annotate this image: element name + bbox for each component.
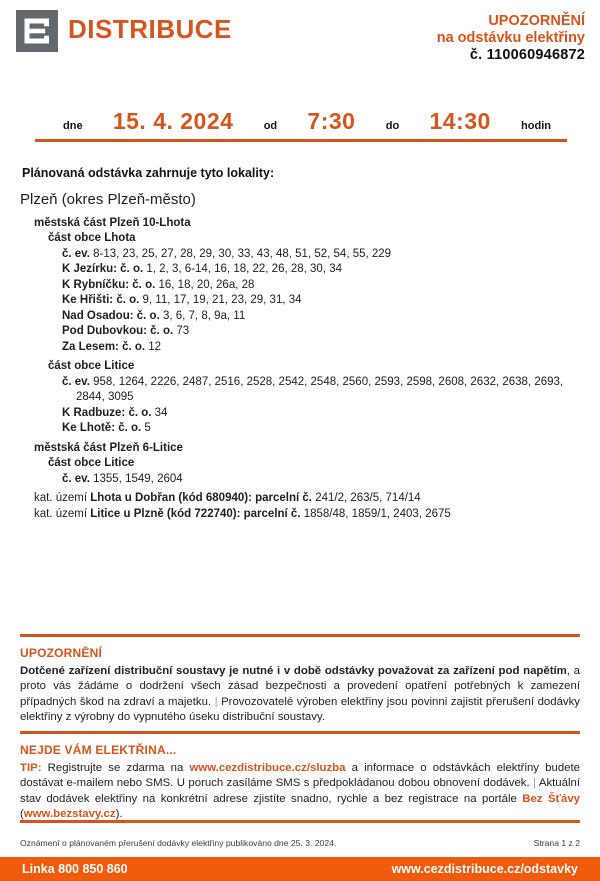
footer-row — [20, 838, 580, 848]
to-time: 14:30 — [429, 108, 491, 134]
locality-street: K Rybníčku: č. o. 16, 18, 20, 26a, 28 — [62, 278, 255, 291]
published-note: Oznámení o plánovaném přerušení dodávky elektřiny publikováno dne 25. 3. 2024. — [20, 838, 337, 848]
locality-street: Ke Lhotě: č. o. 5 — [62, 422, 151, 434]
locality-street: Za Lesem: č. o. 12 — [62, 340, 162, 353]
localities-heading: Plánovaná odstávka zahrnuje tyto lokality: — [22, 166, 275, 180]
from-label: od — [263, 120, 278, 132]
outages-url-link[interactable]: www.cezdistribuce.cz/odstavky — [391, 862, 578, 876]
locality-cadastre: kat. území Lhota u Dobřan (kód 680940): parcelní č. 241/2, 263/5, 714/14 — [34, 492, 421, 504]
locality-cadastre: kat. území Litice u Plzně (kód 722740): parcelní č. 1858/48, 1859/1, 2403, 2675 — [34, 507, 451, 520]
page-indicator: Strana 1 z 2 — [533, 838, 580, 848]
locality-street: č. ev. 1355, 1549, 2604 — [62, 472, 183, 485]
pipe-separator: | — [214, 695, 218, 708]
cezdistribuce-sluzba-link[interactable]: www.cezdistribuce.cz/sluzba — [189, 762, 346, 774]
locality-district: městská část Plzeň 10-Lhota — [34, 216, 191, 229]
date-label: dne — [63, 120, 83, 132]
cez-logo-icon — [16, 10, 58, 52]
locality-street: K Jezírku: č. o. 1, 2, 3, 6-14, 16, 18, 22, 26, 28, 30, 34 — [62, 263, 343, 275]
warning-top-divider — [20, 634, 580, 637]
notice-block — [437, 10, 585, 64]
tip-label: TIP: — [20, 762, 42, 774]
tip-text: TIP: Registrujte se zdarma na www.cezdistribuce.cz/sluzba a informace o odstávkách elektřiny budete dostávat e-mailem nebo SMS. U poruch zasíláme SMS s předpokládanou dobou obnovení dodávek. | Aktuální stav dodávek elektřiny na konkrétní adrese zjistíte snadno, rychle a bez registrace na portále Bez Šťávy (www.bezstavy.cz). — [20, 762, 581, 821]
to-label: do — [385, 120, 400, 132]
from-time: 7:30 — [307, 108, 356, 134]
pipe-separator: | — [533, 777, 537, 790]
schedule-underline — [35, 139, 567, 142]
locality-street: č. ev. 8-13, 23, 25, 27, 28, 29, 30, 33, 43, 48, 51, 52, 54, 55, 229 — [62, 247, 392, 260]
notice-title: UPOZORNĚNÍ — [488, 13, 585, 29]
footer-divider — [20, 820, 580, 823]
warning-title: UPOZORNĚNÍ — [20, 646, 103, 660]
header — [16, 10, 585, 64]
warning-text: Dotčené zařízení distribuční soustavy je nutné i v době odstávky považovat za zařízení pod napětím, a proto vás žádáme o dodržení všech zásad bezpečnosti a provedení opatření potřebných k zamezení případných škod na zdraví a majetku. | Provozovatelé výroben elektřiny jsou povinni zajistit přerušení dodávky elektřiny z výrobny do vypnutého úseku distribuční soustavy. — [20, 665, 580, 724]
tip-section — [20, 731, 580, 823]
tip-top-divider — [20, 731, 580, 734]
locality-street: Nad Osadou: č. o. 3, 6, 7, 8, 9a, 11 — [62, 309, 246, 322]
tip-title: NEJDE VÁM ELEKTŘINA... — [20, 743, 177, 757]
bezstavy-link[interactable]: www.bezstavy.cz — [23, 808, 116, 821]
brand — [16, 10, 232, 52]
localities-list — [0, 192, 584, 522]
unit-label: hodin — [521, 120, 551, 132]
locality-village: část obce Lhota — [48, 232, 136, 244]
page-footer — [20, 820, 580, 848]
locality-street: Pod Dubovkou: č. o. 73 — [62, 325, 190, 337]
warning-section — [20, 634, 580, 726]
locality-district: městská část Plzeň 6-Litice — [34, 441, 183, 454]
brand-name: DISTRIBUCE — [68, 13, 232, 44]
locality-village: část obce Litice — [48, 457, 135, 469]
bottom-bar — [0, 857, 600, 881]
locality-street: Ke Hřišti: č. o. 9, 11, 17, 19, 21, 23, 29, 31, 34 — [62, 294, 302, 306]
locality-street: č. ev. 958, 1264, 2226, 2487, 2516, 2528, 2542, 2548, 2560, 2593, 2598, 2608, 2632, 2638, 2693, 2844, 3095 — [62, 375, 564, 403]
locality-village: část obce Litice — [48, 360, 135, 372]
warning-text-bold: Dotčené zařízení distribuční soustavy je nutné i v době odstávky považovat za zařízení pod napětím — [20, 665, 567, 677]
notice-subtitle: na odstávku elektřiny — [436, 30, 585, 46]
hotline-number: Linka 800 850 860 — [22, 862, 128, 876]
locality-city: Plzeň (okres Plzeň-město) — [20, 191, 196, 208]
schedule-row — [35, 108, 567, 135]
outage-date: 15. 4. 2024 — [112, 108, 234, 134]
notice-number: č. 110060946872 — [469, 47, 585, 63]
locality-street: K Radbuze: č. o. 34 — [62, 406, 168, 419]
bezstavy-brand: Bez Šťávy — [522, 792, 581, 805]
